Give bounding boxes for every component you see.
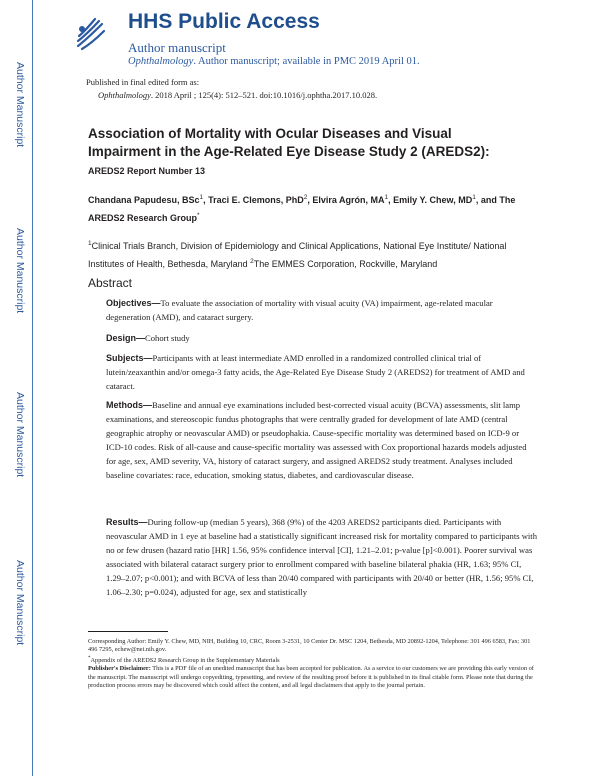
section-text: To evaluate the association of mortality with visual acuity (VA) impairment, age-related macular degeneration (AMD), and cataract surgery. (106, 298, 493, 322)
author-name: Elvira Agrón, MA (312, 195, 385, 205)
author-affiliation-mark: 1 (384, 194, 389, 201)
sidebar-author-manuscript-label: Author Manuscript (14, 228, 26, 314)
citation-text: . 2018 April ; 125(4): 512–521. doi:10.1016/j.ophtha.2017.10.028. (150, 90, 378, 100)
author-affiliation-mark: 2 (303, 194, 308, 201)
abstract-methods (106, 398, 538, 482)
author-list: Chandana Papudesu, BSc$^1$, Traci E. Clemons, PhD$^2$, Elvira Agrón, $MA^1$, Emily Y. Chew, $MD^1$, and The AREDS2 Research Group* (88, 194, 516, 223)
corresponding-author-note: Corresponding Author: Emily Y. Chew, MD, NIH, Building 10, CRC, Room 3-2531, 10 Center Dr. MSC 1204, Bethesda, MD 20892-1204, Telephone: 301 496 6583, Fax: 301 496 7295, echew@nei.nih.gov. (88, 638, 531, 654)
abstract-design (106, 331, 538, 345)
sidebar-divider (32, 0, 33, 776)
article-title: Association of Mortality with Ocular Diseases and Visual Impairment in the Age-Related Eye Disease Study 2 (AREDS2): (88, 126, 490, 159)
citation-journal: Ophthalmology (98, 90, 151, 100)
abstract-objectives (106, 296, 538, 324)
author-manuscript-subtitle: Author manuscript (128, 40, 226, 55)
author-name: Chandana Papudesu, BSc (88, 195, 200, 205)
appendix-text: Appendix of the AREDS2 Research Group in the Supplementary Materials (90, 656, 280, 664)
sidebar-author-manuscript-label: Author Manuscript (14, 62, 26, 148)
abstract-results (106, 515, 538, 599)
section-heading: Results— (106, 517, 148, 527)
availability-line (128, 56, 420, 67)
author-affiliation-mark: * (197, 212, 200, 219)
author-name: Emily Y. Chew, MD (393, 195, 473, 205)
sidebar-author-manuscript-label: Author Manuscript (14, 392, 26, 478)
disclaimer-text: This is a PDF file of an unedited manuscript that has been accepted for publication. As a service to our customers we are providing this early version of the manuscript. The manuscript will undergo copyediting, typesetting, and review of the resulting proof before it is published in its final citable form. Please note that during the production process errors may be discovered which could affect the content, and all legal disclaimers that apply to the journal pertain. (88, 665, 534, 690)
affiliation-text: The EMMES Corporation, Rockville, Maryland (253, 259, 438, 269)
section-heading: Methods— (106, 400, 152, 410)
author-affiliation-mark: 1 (472, 194, 476, 201)
availability-text: . Author manuscript; available in PMC 2019 April 01. (193, 56, 420, 67)
sidebar-author-manuscript-label: Author Manuscript (14, 560, 26, 646)
section-text: Cohort study (145, 333, 190, 343)
published-in-line: Published in final edited form as: (86, 77, 200, 87)
section-text: During follow-up (median 5 years), 368 (9%) of the 4203 AREDS2 participants died. Participants with neovascular AMD in 1 eye at baseline had a statistically significant increased risk for mortality compared to participants with no or few drusen (hazard ratio [HR] 1.56, 95% confidence interval [CI], 1.21–2.01; p-value [p]<0.001). Poorer survival was associated with bilateral cataract surgery prior to enrollment compared with baseline bilateral phakia (HR, 1.63; 95% CI, 1.29–2.07; p<0.001); and with BCVA of less than 20/40 compared with participants with 20/40 or better (HR, 1.56; 95% CI, 1.06–2.30; p=0.024), adjusted for age, sex and statistically (106, 517, 537, 597)
abstract-subjects (106, 351, 538, 393)
disclaimer-heading: Publisher's Disclaimer: (88, 665, 151, 673)
citation-line (98, 90, 377, 100)
author-affiliation-mark: 1 (199, 194, 204, 201)
footnotes (88, 638, 538, 691)
hhs-public-access-title: HHS Public Access (128, 10, 320, 33)
report-number: AREDS2 Report Number 13 (88, 166, 206, 176)
section-heading: Design— (106, 333, 146, 343)
section-text: Participants with at least intermediate AMD enrolled in a randomized controlled clinical trial of lutein/zeaxanthin and/or omega-3 fatty acids, the Age-Related Eye Disease Study 2 (AREDS2) for treatment of AMD and cataract. (106, 353, 525, 391)
section-text: Baseline and annual eye examinations included best-corrected visual acuity (BCVA) assessments, slit lamp examinations, and stereoscopic fundus photographs that were centrally graded for development of late AMD (central geographic atrophy or neovascular AMD) or pseudophakia. Cause-specific mortality was determined based on ICD-9 or ICD-10 codes. Risk of all-cause and cause-specific mortality was assessed with Cox proportional hazards models adjusted for age, sex, AMD severity, VA, history of cataract surgery, and assigned AREDS2 study treatment. Analyses included baseline covariates: race, education, smoking status, diabetes, and cardiovascular disease. (106, 400, 527, 480)
publisher-disclaimer (88, 665, 538, 690)
author-name: The AREDS2 Research Group (88, 195, 516, 223)
footnote-divider (88, 631, 168, 632)
affiliation-text: Clinical Trials Branch, Division of Epidemiology and Clinical Applications, National Eye Institute/ National Institutes of Health, Bethesda, Maryland (88, 241, 507, 269)
affiliation-mark: 1 (88, 240, 92, 247)
section-heading: Subjects— (106, 353, 153, 363)
appendix-note (88, 655, 538, 666)
affiliation-mark: 2 (250, 258, 254, 265)
journal-name: Ophthalmology (128, 56, 194, 67)
hhs-eagle-logo-icon (74, 16, 106, 52)
affiliations (88, 236, 543, 272)
appendix-mark: * (88, 655, 91, 661)
author-name: Traci E. Clemons, PhD (208, 195, 304, 205)
abstract-heading: Abstract (88, 276, 133, 290)
section-heading: Objectives— (106, 298, 161, 308)
